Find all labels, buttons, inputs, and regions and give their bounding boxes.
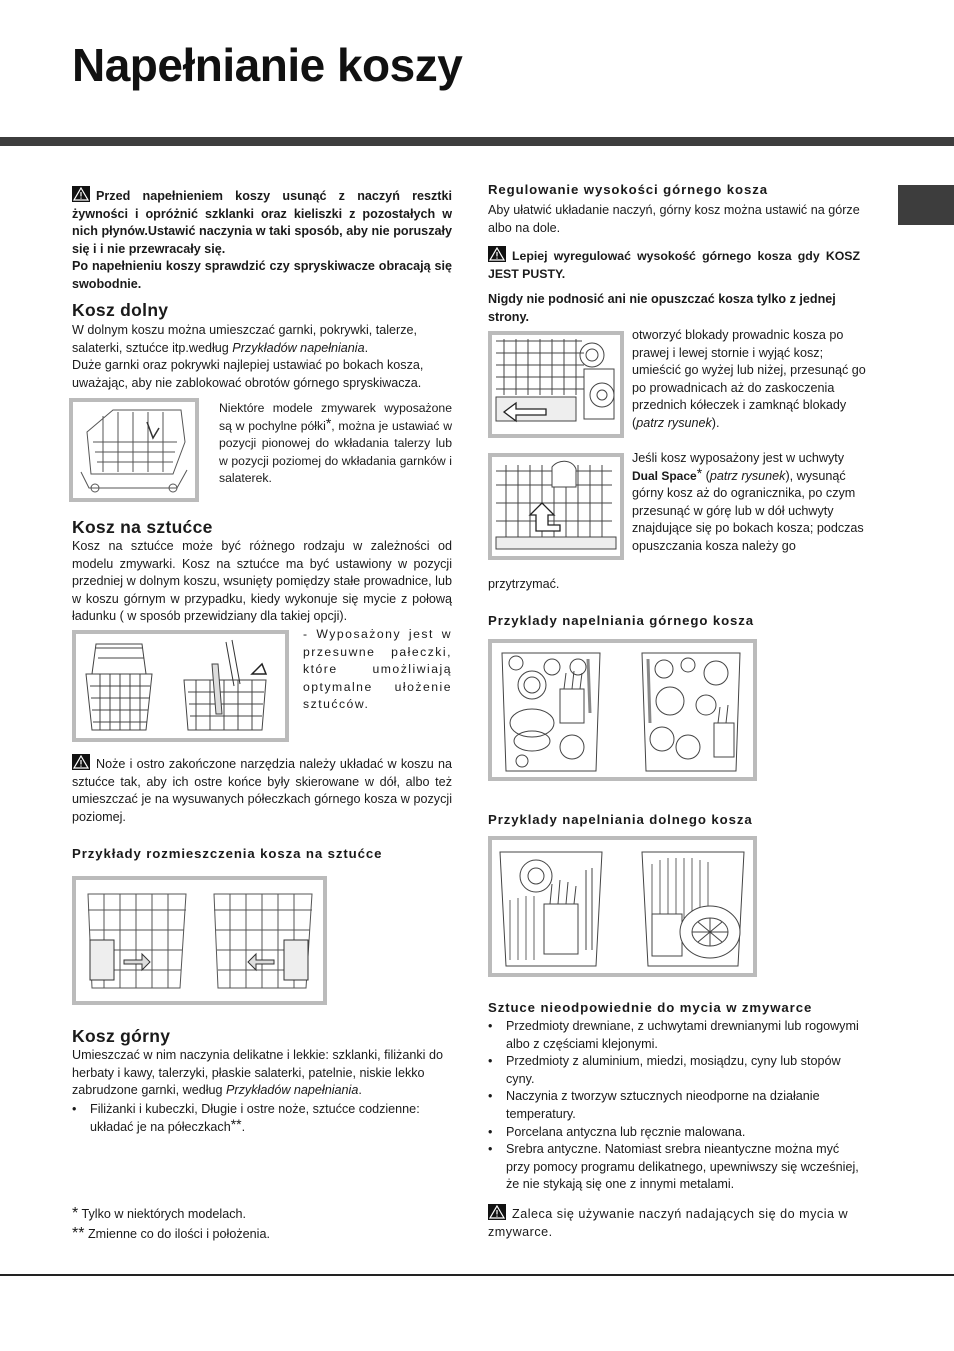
heading-upper-examples: Przyklady napelniania górnego kosza bbox=[488, 613, 755, 628]
warning-icon bbox=[72, 754, 90, 770]
footnote-1: * Tylko w niektórych modelach. bbox=[72, 1205, 246, 1222]
header-rule bbox=[0, 137, 954, 146]
sticks-note: - Wyposażony jest w przesuwne pałeczki, które umożliwiają optymalne ułożenie sztućców. bbox=[303, 627, 452, 712]
heading-cutlery-examples: Przykłady rozmieszczenia kosza na sztućce bbox=[72, 846, 383, 861]
upper-basket-examples-figure bbox=[488, 639, 757, 781]
list-item: • Przedmioty z aluminium, miedzi, mosiądzu, cyny lub stopów cyny. bbox=[488, 1053, 866, 1088]
regulowanie-text: Aby ułatwić układanie naczyń, górny kosz można ustawić na górze albo na dole. bbox=[488, 203, 860, 235]
warning-icon bbox=[72, 186, 90, 202]
lower-basket-examples-figure bbox=[488, 836, 757, 977]
cutlery-position-figure bbox=[72, 876, 327, 1005]
list-item: • Przedmioty drewniane, z uchwytami drewnianymi lub rogowymi albo z częściami klejonymi. bbox=[488, 1018, 866, 1053]
heading-kosz-sztucce: Kosz na sztućce bbox=[72, 517, 213, 537]
regulowanie-bold-note: Nigdy nie podnosić ani nie opuszczać kosza tylko z jednej strony. bbox=[488, 292, 836, 324]
rail-lock-text: otworzyć blokady prowadnic kosza po prawej i lewej stornie i wyjąć kosz; umieścić go wyżej lub niżej, przesunąć go po prowadnicach aż do zaskoczenia przednich kółeczek i zamknąć blokady (patrz rysunek). bbox=[632, 328, 866, 430]
list-item: • Naczynia z tworzyw sztucznych nieodporne na działanie temperatury. bbox=[488, 1088, 866, 1123]
heading-kosz-gorny: Kosz górny bbox=[72, 1026, 171, 1046]
regulowanie-warning: Lepiej wyregulować wysokość górnego kosza gdy KOSZ JEST PUSTY. bbox=[488, 246, 860, 283]
heading-lower-examples: Przyklady napelniania dolnego kosza bbox=[488, 812, 753, 827]
dual-space-text: Jeśli kosz wyposażony jest w uchwyty Dual Space* (patrz rysunek), wysunąć górny kosz aż do ogranicznika, po czym przesunąć w górę lub w dół uchwyty znajdujące się po bokach kosza; podczas opuszczania kosza należy go bbox=[632, 451, 864, 553]
knives-warning: Noże i ostro zakończone narzędzia należy układać w koszu na sztućce tak, aby ich ostre końce były skierowane w dół, albo też umieszczać je na wysuwanych półeczkach górnego kosza w pozycji poziomej. bbox=[72, 754, 452, 826]
list-item: • Porcelana antyczna lub ręcznie malowana. bbox=[488, 1124, 866, 1142]
footer-rule bbox=[0, 1274, 954, 1276]
list-item: • Filiżanki i kubeczki, Długie i ostre noże, sztućce codzienne: układać je na półeczkach**. bbox=[72, 1101, 454, 1136]
rail-lock-figure bbox=[488, 331, 624, 438]
cutlery-basket-figure bbox=[72, 630, 289, 742]
list-item: • Srebra antyczne. Natomiast srebra nieantyczne można myć przy pomocy programu delikatnego, upewniwszy się wcześniej, że nie stykają się one z innymi metalami. bbox=[488, 1141, 866, 1194]
kosz-sztucce-text: Kosz na sztućce może być różnego rodzaju w zależności od modelu zmywarki. Kosz na sztućce ma być ustawiony w pozycji przedniej w dolnym koszu, wsunięty pomiędzy stałe prowadnice, lub w koszu górnym w przypadku, kiedy wykonuje się mycie z połową ładunku ( w sposób przewidziany dla takiej opcji). bbox=[72, 539, 452, 624]
unsuitable-list bbox=[488, 1018, 866, 1194]
heading-kosz-dolny: Kosz dolny bbox=[72, 300, 169, 320]
footnote-2: ** Zmienne co do ilości i położenia. bbox=[72, 1225, 270, 1242]
warning-text: Przed napełnieniem koszy usunąć z naczyń resztki żywności i opróżnić szklanki oraz kieliszki z pozostałych w nich płynów.Ustawić naczynia w taki sposób, aby nie poruszały się i i nie przewracały się. bbox=[72, 189, 452, 256]
shelves-note: Niektóre modele zmywarek wyposażone są w pochylne półki*, można je ustawiać w pozycji pionowej do wkładania talerzy lub w pozycji poziomej do wkładania garnków i salaterek. bbox=[219, 401, 453, 486]
dual-space-text-end: przytrzymać. bbox=[488, 577, 560, 591]
warning-icon bbox=[488, 246, 506, 262]
unsuitable-warning: Zaleca się używanie naczyń nadających się do mycia w zmywarce. bbox=[488, 1204, 870, 1241]
heading-unsuitable: Sztuce nieodpowiednie do mycia w zmywarce bbox=[488, 1000, 813, 1015]
page-title: Napełnianie koszy bbox=[72, 39, 463, 91]
dual-space-figure bbox=[488, 453, 624, 560]
heading-regulowanie: Regulowanie wysokości górnego kosza bbox=[488, 182, 768, 197]
section-tab bbox=[898, 185, 954, 225]
kosz-gorny-list bbox=[72, 1101, 454, 1136]
kosz-gorny-text: Umieszczać w nim naczynia delikatne i lekkie: szklanki, filiżanki do herbaty i kawy, talerzyki, płaskie salaterki, patelnie, niskie lekko zabrudzone garnki, według Przykładów napełniania. bbox=[72, 1048, 443, 1098]
warning-icon bbox=[488, 1204, 506, 1220]
warning-text-2: Po napełnieniu koszy sprawdzić czy spryskiwacze obracają się swobodnie. bbox=[72, 259, 452, 291]
kosz-dolny-text: W dolnym koszu można umieszczać garnki, pokrywki, talerze, salaterki, sztućce itp.według Przykładów napełniania. Duże garnki oraz pokrywki najlepiej ustawiać po bokach kosza, uważając, aby nie zablokować obrotów górnego spryskiwacza. bbox=[72, 323, 424, 390]
intro-warning bbox=[72, 186, 452, 294]
lower-basket-figure bbox=[69, 398, 199, 502]
